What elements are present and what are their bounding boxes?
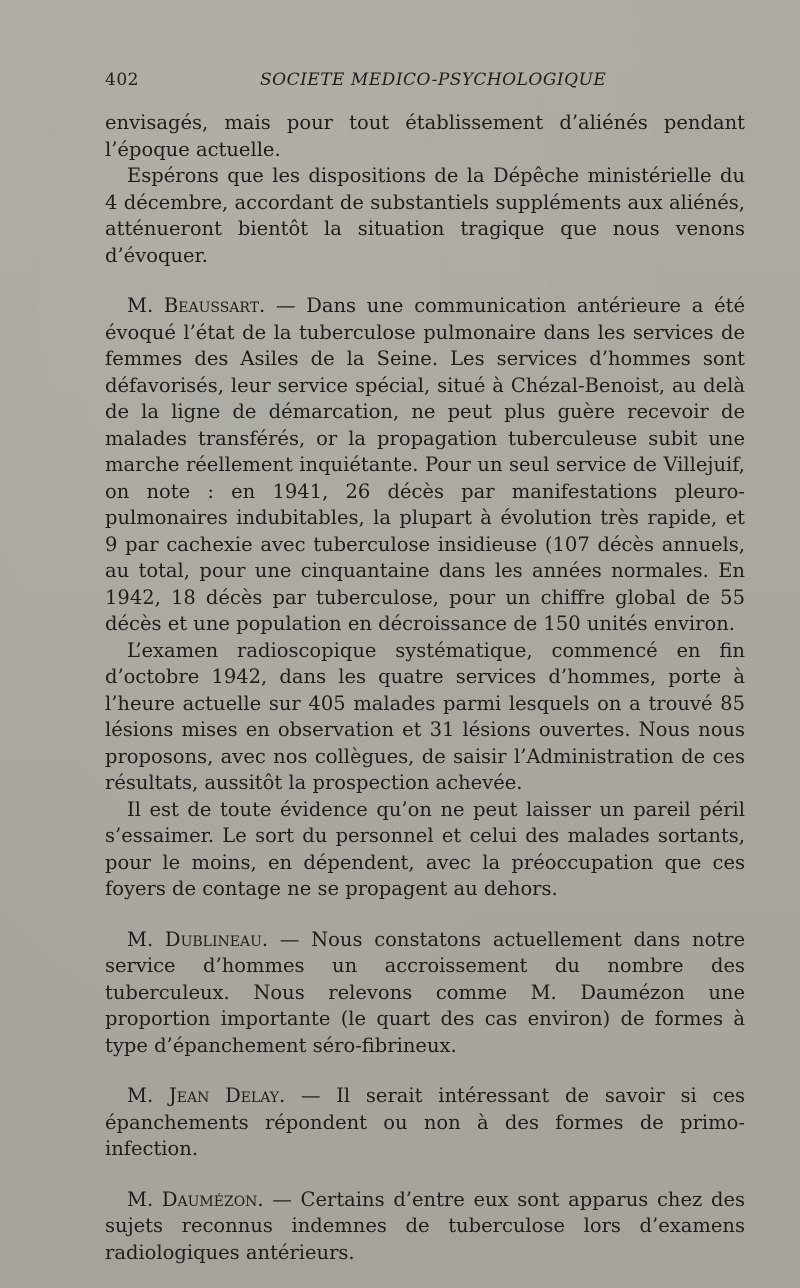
speaker-name: M. Beaussart.: [127, 294, 266, 317]
paragraph-daumezon: [105, 1187, 745, 1267]
paragraph-text: — Certains d’entre eux sont apparus chez des sujets reconnus indemnes de tuberculose lors d’examens radiologiques antérieurs.: [105, 1187, 746, 1264]
paragraph-text: — Nous constatons actuellement dans notre service d’hommes un accroissement du nombre des tuberculeux. Nous relevons comme M. Daumézon une proportion importante (le quart des cas environ) de formes à type d’épanchement séro-fibrineux.: [105, 927, 746, 1057]
speaker-name: M. Daumézon.: [127, 1187, 264, 1211]
running-header: [105, 70, 745, 96]
paragraph-peril: [105, 797, 745, 903]
speaker-name: M. Jean Delay.: [127, 1084, 286, 1107]
page-number: 402: [105, 70, 139, 90]
running-title: SOCIETE MEDICO-PSYCHOLOGIQUE: [260, 70, 607, 90]
paragraph-esperons: [105, 163, 745, 269]
paragraph-continuation: [105, 110, 745, 163]
speaker-name: M. Dublineau.: [127, 927, 269, 951]
body-text: [105, 110, 745, 1266]
paragraph-text: L’examen radioscopique systématique, commencé en fin d’octobre 1942, dans les quatre services d’hommes, porte à l’heure actuelle sur 405 malades parmi lesquels on a trouvé 85 lésions mises en observation et 31 lésions ouvertes. Nous nous proposons, avec nos collègues, de saisir l’Administration de ces résultats, aussitôt la prospection achevée.: [105, 638, 745, 794]
paragraph-dublineau: [105, 927, 745, 1060]
paragraph-delay: [105, 1083, 745, 1163]
paragraph-text: Espérons que les dispositions de la Dépêche ministérielle du 4 décembre, accordant de substantiels suppléments aux aliénés, atténueront bientôt la situation tragique que nous venons d’évoquer.: [105, 164, 745, 267]
paragraph-text: envisagés, mais pour tout établissement d’aliénés pendant l’époque actuelle.: [105, 111, 745, 161]
paragraph-beaussart: [105, 293, 745, 638]
paragraph-text: — Dans une communication antérieure a été évoqué l’état de la tuberculose pulmonaire dans les services de femmes des Asiles de la Seine. Les services d’hommes sont défavorisés, leur service spécial, situé à Chézal-Benoist, au delà de la ligne de démarcation, ne peut plus guère recevoir de malades transférés, or la propagation tuberculeuse subit une marche réellement inquiétante. Pour un seul service de Villejuif, on note : en 1941, 26 décès par manifestations pleuro-pulmonaires indubitables, la plupart à évolution très rapide, et 9 par cachexie avec tuberculose insidieuse (107 décès annuels, au total, pour une cinquantaine dans les années normales. En 1942, 18 décès par tuberculose, pour un chiffre global de 55 décès et une population en décroissance de 150 unités environ.: [105, 294, 745, 635]
paragraph-examen-radioscopique: [105, 638, 745, 797]
paragraph-text: — Il serait intéressant de savoir si ces épanchements répondent ou non à des formes de primo-infection.: [105, 1084, 745, 1160]
paragraph-text: Il est de toute évidence qu’on ne peut laisser un pareil péril s’essaimer. Le sort du personnel et celui des malades sortants, pour le moins, en dépendent, avec la préoccupation que ces foyers de contage ne se propagent au dehors.: [105, 797, 745, 900]
